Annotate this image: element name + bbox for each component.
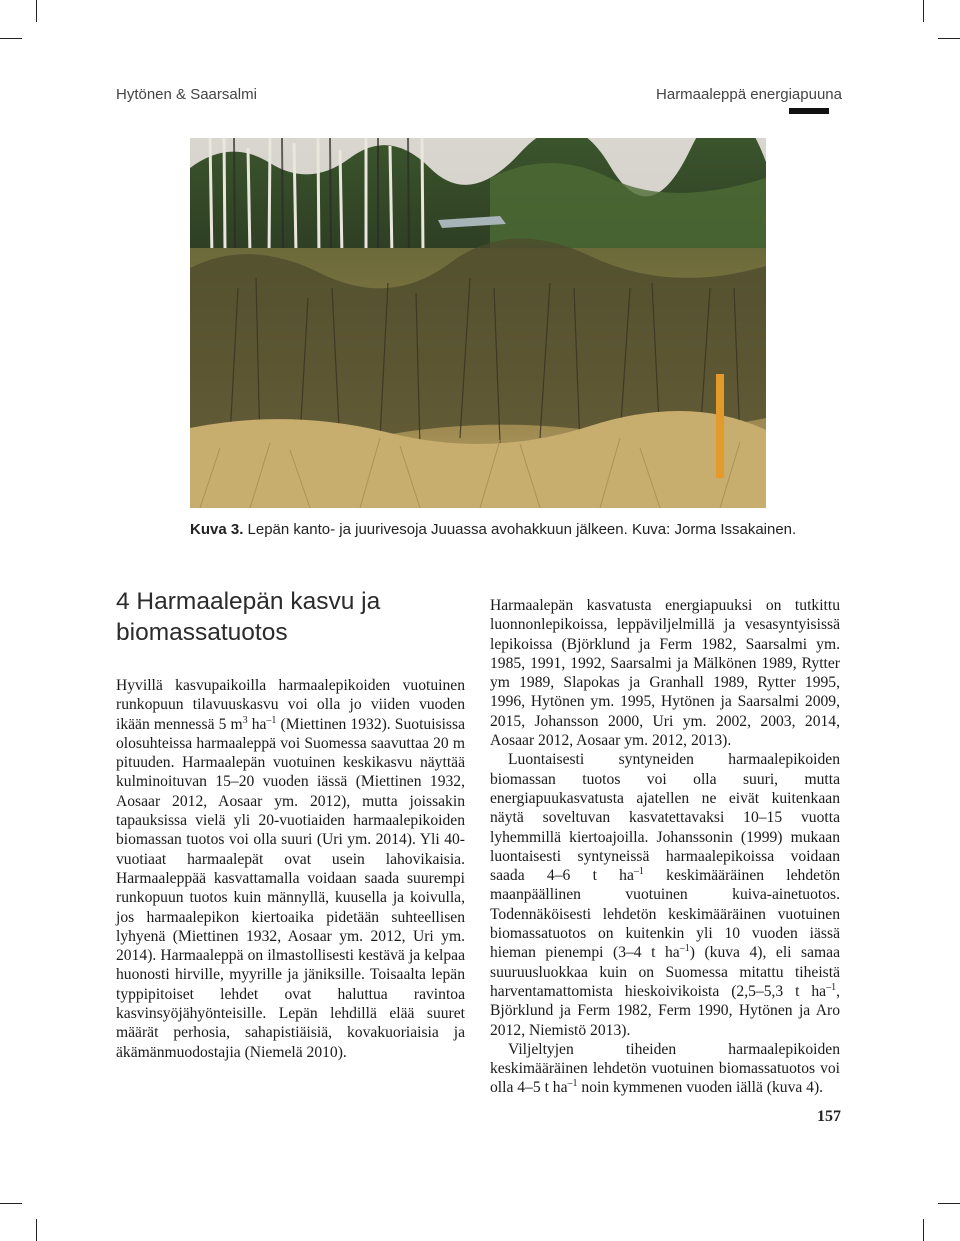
crop-mark-bottom-left-h [0, 1203, 22, 1204]
crop-mark-top-left [36, 0, 37, 22]
figure-caption [190, 521, 797, 538]
body-paragraph: Viljeltyjen tiheiden harmaalepikoiden keskimääräinen lehdetön vuotuinen biomassatuotos voi olla 4–5 t $ha^{-1}$ noin kymmenen vuoden iällä (kuva 4). [490, 1040, 840, 1097]
figure-caption-text: Lepän kanto- ja juurivesoja Juuassa avohakkuun jälkeen. Kuva: Jorma Issakainen. [243, 521, 797, 538]
right-column [490, 596, 840, 1098]
section-heading: 4 Harmaalepän kasvu ja biomassatuotos [116, 588, 381, 646]
body-paragraph: Harmaalepän kasvatusta energiapuuksi on tutkittu luonnonlepikoissa, leppäviljelmillä ja vesasyntyisissä lepikoissa (Björklund ja Ferm 1982, Saarsalmi ym. 1985, 1991, 1992, Saarsalmi ja Mälkönen 1989, Rytter ym 1989, Slapokas ja Granhall 1989, Rytter 1995, 1996, Hytönen ym. 1995, Hytönen ja Saarsalmi 2009, 2015, Johansson 2000, Uri ym. 2002, 2003, 2014, Aosaar 2012, Aosaar ym. 2012, 2013). [490, 597, 840, 750]
running-header-title: Harmaaleppä energiapuuna [656, 86, 842, 103]
crop-mark-top-right-h [938, 38, 960, 39]
crop-mark-bottom-right-h [938, 1203, 960, 1204]
crop-mark-bottom-left [36, 1219, 37, 1241]
page-number: 157 [817, 1108, 841, 1125]
crop-mark-top-left-h [0, 38, 22, 39]
left-column [116, 676, 465, 1062]
running-header-authors: Hytönen & Saarsalmi [116, 86, 257, 103]
header-rule [789, 108, 829, 114]
figure-photo [190, 138, 766, 508]
body-paragraph: Hyvillä kasvupaikoilla harmaalepikoiden vuotuinen runkopuun tilavuuskasvu voi olla jo viiden vuoden ikään mennessä 5 $m^3$ $ha^{-1}$ (Miettinen 1932). Suotuisissa olosuhteissa harmaaleppä voi Suomessa saavuttaa 20 m pituuden. Harmaalepän vuotuinen keskikasvu näyttää kulminoituvan 15–20 vuoden iässä (Miettinen 1932, Aosaar 2012, Aosaar ym. 2012), mutta joissakin tapauksissa vielä yli 20-vuotiaiden harmaalepikoiden biomassan tuotos voi olla suuri (Uri ym. 2014). Yli 40-vuotiaat harmaalepät ovat usein lahovikaisia. Harmaaleppää kasvattamalla voidaan saada suurempi runkopuun tuotos kuin männyllä, kuusella ja koivulla, jos harmaalepikon kiertoaika pidetään suhteellisen lyhyenä (Miettinen 1932, Aosaar ym. 2012, Uri ym. 2014). Harmaaleppä on ilmastollisesti kestävä ja kelpaa huonosti hirville, myyrille ja jäniksille. Toisaalta lepän typpipitoiset lehdet ovat haluttua ravintoa kasvinsyöjähyönteisille. Lepän lehdillä elää suuret määrät perhosia, sahapistiäisiä, kovakuoriaisia ja äkämänmuodostajia (Niemelä 2010). [116, 677, 465, 1061]
figure-photo-drawing [190, 138, 766, 508]
crop-mark-top-right [923, 0, 924, 22]
crop-mark-bottom-right [923, 1219, 924, 1241]
body-paragraph: Luontaisesti syntyneiden harmaalepikoiden biomassan tuotos voi olla suuri, mutta energiapuukasvatusta ajatellen ne eivät kuitenkaan näytä soveltuvan kasvatettavaksi 10–15 vuotta lyhemmillä kiertoajoilla. Johanssonin (1999) mukaan luontaisesti syntyneissä harmaalepikoissa voidaan saada 4–6 t $ha^{-1}$ keskimääräinen lehdetön maanpäällinen vuotuinen kuiva-ainetuotos. Todennäköisesti lehdetön keskimääräinen vuotuinen biomassatuotos on kuitenkin yli 10 vuoden iässä hieman pienempi (3–4 t $ha^{-1}$) (kuva 4), eli samaa suuruusluokkaa kuin on Suomessa mitattu tiheistä harventamattomista hieskoivikoista (2,5–5,3 t $ha^{-1}$, Björklund ja Ferm 1982, Ferm 1990, Hytönen ja Aro 2012, Niemistö 2013). [490, 751, 841, 1039]
figure-caption-label: Kuva 3. [190, 521, 244, 538]
